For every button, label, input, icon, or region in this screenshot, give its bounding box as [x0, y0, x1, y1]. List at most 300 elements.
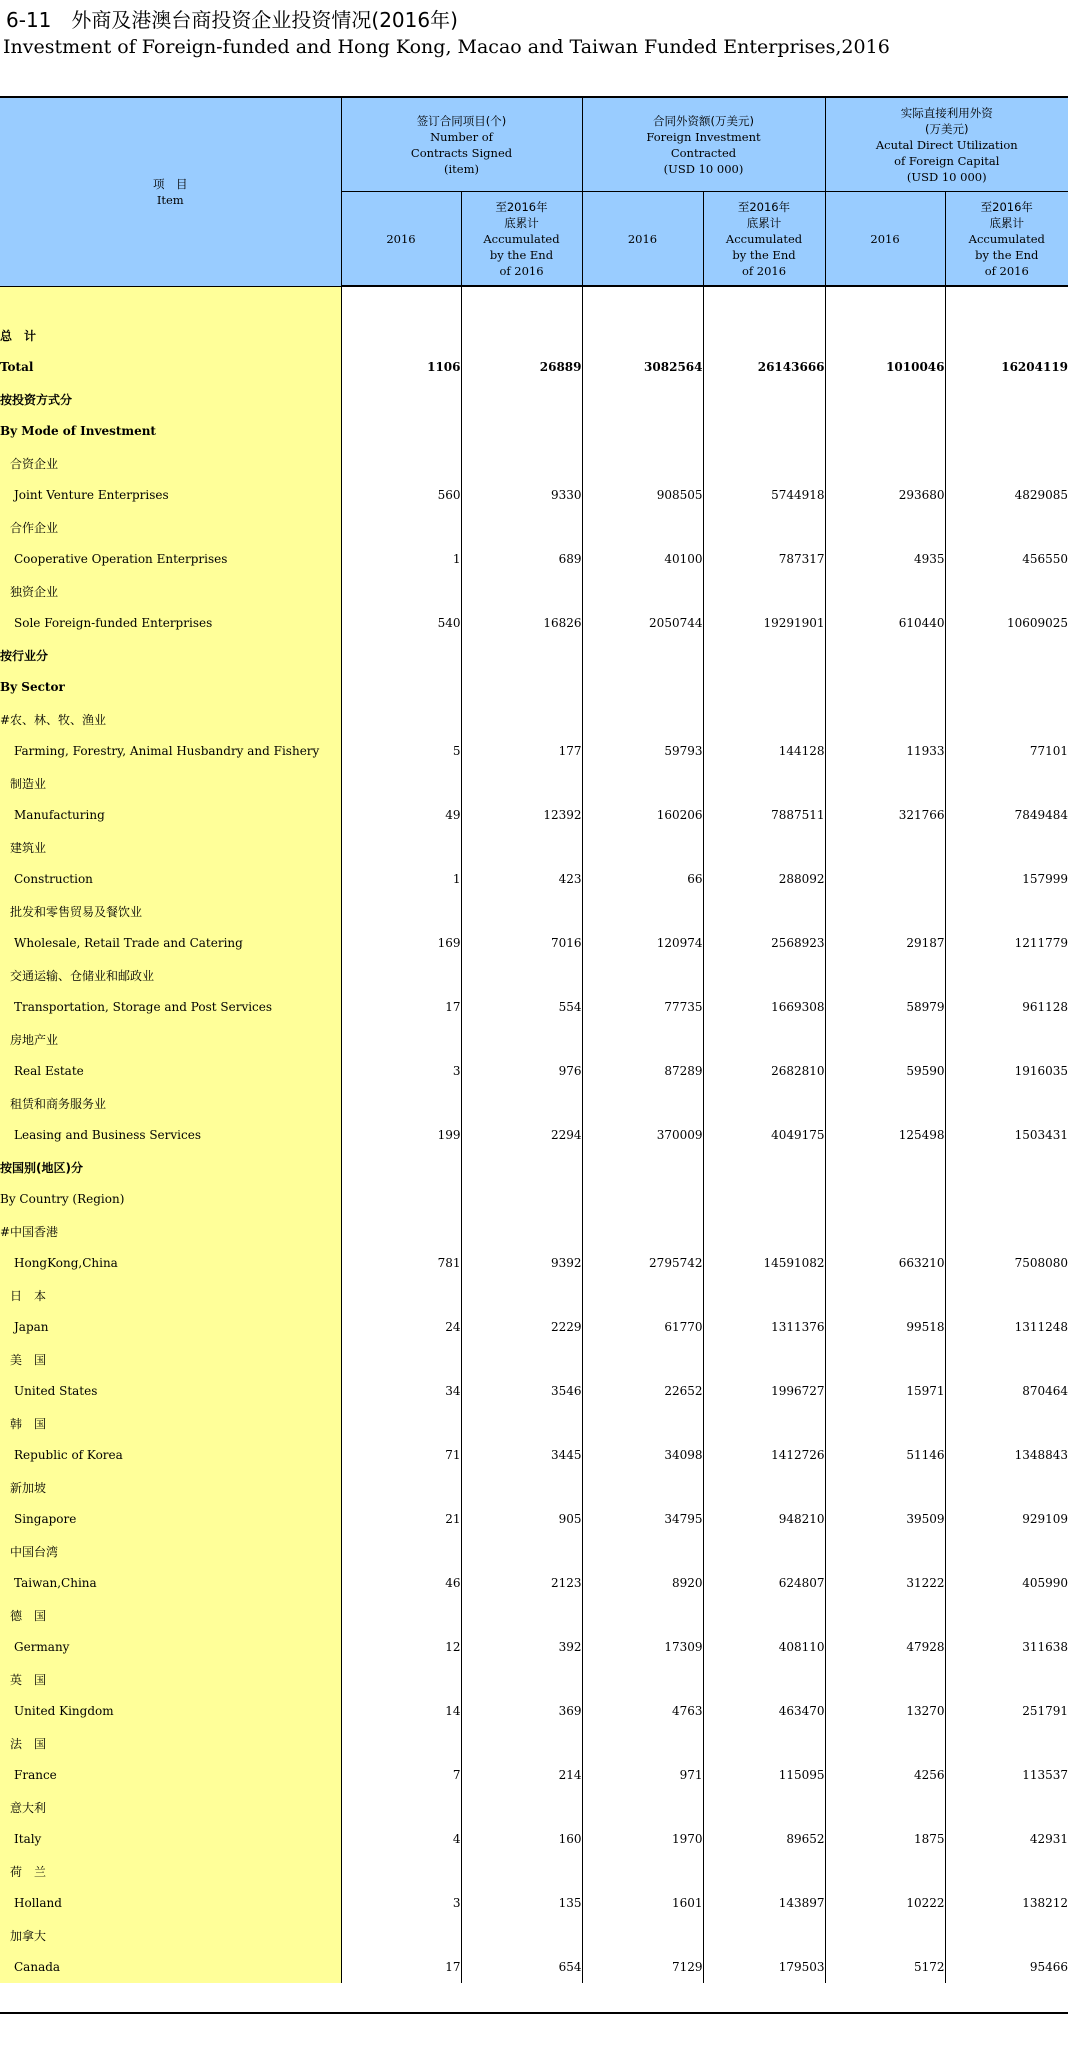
value-cell: 2795742 — [582, 1247, 703, 1279]
value-cell — [825, 703, 945, 735]
row-label: Construction — [0, 863, 341, 895]
value-cell: 7129 — [582, 1951, 703, 1983]
value-cell: 10609025 — [1006, 616, 1068, 630]
value-cell — [582, 415, 703, 447]
value-cell — [582, 1471, 703, 1503]
value-cell: 463470 — [703, 1695, 825, 1727]
value-cell — [825, 959, 945, 991]
value-cell — [703, 447, 825, 479]
value-cell — [582, 1919, 703, 1951]
value-cell — [945, 703, 1068, 735]
row-label: Italy — [0, 1823, 341, 1855]
row-label: 英 国 — [0, 1663, 341, 1695]
value-cell: 26143666 — [703, 351, 825, 383]
table-row — [0, 1119, 1068, 1151]
value-cell — [945, 959, 1068, 991]
group-header-en: (USD 10 000) — [906, 169, 987, 184]
value-cell — [945, 319, 1068, 351]
value-cell: 1503431 — [1014, 1128, 1068, 1142]
value-cell — [825, 1535, 945, 1567]
value-cell: 2050744 — [582, 607, 703, 639]
table-row — [0, 1215, 1068, 1247]
value-cell — [703, 511, 825, 543]
subheader-line: of 2016 — [741, 263, 787, 278]
row-label: Taiwan,China — [0, 1567, 341, 1599]
subheader-line: 底累计 — [746, 215, 782, 230]
value-cell — [341, 575, 461, 607]
value-cell — [703, 767, 825, 799]
row-label: Germany — [0, 1631, 341, 1663]
table-row — [0, 1919, 1068, 1951]
table-row — [0, 799, 1068, 831]
value-cell — [703, 1919, 825, 1951]
value-cell — [703, 959, 825, 991]
value-cell — [461, 1663, 582, 1695]
value-cell: 77735 — [582, 991, 703, 1023]
value-cell: 1106 — [341, 351, 461, 383]
value-cell — [341, 1471, 461, 1503]
value-cell: 120974 — [582, 927, 703, 959]
value-cell — [341, 1215, 461, 1247]
table-row — [0, 703, 1068, 735]
value-cell: 138212 — [1022, 1896, 1068, 1910]
value-cell — [703, 415, 825, 447]
value-cell — [703, 831, 825, 863]
value-cell: 560 — [341, 479, 461, 511]
table-row — [0, 1055, 1068, 1087]
row-label: 中国台湾 — [0, 1535, 341, 1567]
value-cell: 11933 — [825, 735, 945, 767]
subheader-line: by the End — [975, 247, 1039, 262]
value-cell — [341, 511, 461, 543]
subheader-line: Accumulated — [968, 231, 1045, 246]
value-cell — [582, 1183, 703, 1215]
value-cell — [461, 575, 582, 607]
value-cell: 4935 — [825, 543, 945, 575]
value-cell: 47928 — [825, 1631, 945, 1663]
value-cell: 870464 — [1022, 1384, 1068, 1398]
value-cell: 554 — [461, 991, 582, 1023]
row-label: By Mode of Investment — [0, 415, 341, 447]
row-label: 总 计 — [0, 319, 341, 351]
subheader-accumulated — [703, 192, 825, 287]
value-cell — [461, 415, 582, 447]
subheader-line: 至2016年 — [737, 199, 791, 214]
value-cell: 144128 — [703, 735, 825, 767]
value-cell: 3 — [341, 1055, 461, 1087]
table-row — [0, 1535, 1068, 1567]
value-cell — [341, 1183, 461, 1215]
value-cell — [945, 1279, 1068, 1311]
value-cell: 405990 — [1022, 1576, 1068, 1590]
value-cell — [945, 831, 1068, 863]
row-label: 美 国 — [0, 1343, 341, 1375]
row-label: Manufacturing — [0, 799, 341, 831]
table-row — [0, 639, 1068, 671]
value-cell: 46 — [341, 1567, 461, 1599]
row-label: Transportation, Storage and Post Services — [0, 991, 341, 1023]
value-cell — [461, 1919, 582, 1951]
value-cell: 1348843 — [1014, 1448, 1068, 1462]
row-label: 租赁和商务服务业 — [0, 1087, 341, 1119]
subheader-line: by the End — [732, 247, 796, 262]
value-cell: 22652 — [582, 1375, 703, 1407]
value-cell — [825, 1791, 945, 1823]
value-cell — [945, 1023, 1068, 1055]
group-header-cn: 签订合同项目(个) — [416, 113, 507, 128]
table-row — [0, 671, 1068, 703]
value-cell: 13270 — [825, 1695, 945, 1727]
row-label: 交通运输、仓储业和邮政业 — [0, 959, 341, 991]
row-label: Wholesale, Retail Trade and Catering — [0, 927, 341, 959]
value-cell: 5744918 — [703, 479, 825, 511]
table-row — [0, 607, 1068, 639]
value-cell: 61770 — [582, 1311, 703, 1343]
value-cell — [582, 1215, 703, 1247]
value-cell: 66 — [582, 863, 703, 895]
value-cell — [341, 895, 461, 927]
value-cell — [461, 1151, 582, 1183]
value-cell — [341, 1599, 461, 1631]
value-cell: 26889 — [461, 351, 582, 383]
value-cell — [341, 639, 461, 671]
row-label: #中国香港 — [0, 1215, 341, 1247]
value-cell: 2682810 — [703, 1055, 825, 1087]
value-cell — [825, 1343, 945, 1375]
group-header-cn: 实际直接利用外资 — [900, 105, 993, 120]
table-row — [0, 1439, 1068, 1471]
table-row — [0, 1631, 1068, 1663]
table-row — [0, 991, 1068, 1023]
value-cell: 971 — [582, 1759, 703, 1791]
value-cell: 14591082 — [703, 1247, 825, 1279]
value-cell: 311638 — [1022, 1640, 1068, 1654]
subheader-line: 底累计 — [989, 215, 1025, 230]
item-header-en: Item — [156, 192, 184, 207]
row-label: Leasing and Business Services — [0, 1119, 341, 1151]
row-label: 日 本 — [0, 1279, 341, 1311]
value-cell — [945, 1535, 1068, 1567]
group-header-en: (item) — [444, 161, 479, 176]
contracts-signed-header — [341, 97, 582, 192]
value-cell: 2294 — [461, 1119, 582, 1151]
value-cell — [461, 1183, 582, 1215]
value-cell — [461, 383, 582, 415]
value-cell — [461, 1727, 582, 1759]
value-cell — [825, 831, 945, 863]
value-cell — [945, 895, 1068, 927]
table-row — [0, 735, 1068, 767]
value-cell — [825, 863, 945, 895]
value-cell — [825, 319, 945, 351]
subheader-year-2016: 2016 — [582, 192, 703, 287]
value-cell: 976 — [461, 1055, 582, 1087]
value-cell: 288092 — [703, 863, 825, 895]
value-cell — [582, 1151, 703, 1183]
value-cell: 4256 — [825, 1759, 945, 1791]
value-cell — [945, 1343, 1068, 1375]
value-cell — [703, 575, 825, 607]
value-cell — [825, 1183, 945, 1215]
value-cell: 31222 — [825, 1567, 945, 1599]
value-cell — [582, 511, 703, 543]
value-cell — [461, 1279, 582, 1311]
value-cell — [461, 1023, 582, 1055]
value-cell — [341, 1087, 461, 1119]
value-cell — [703, 1471, 825, 1503]
subheader-line: 底累计 — [504, 215, 539, 230]
row-label: 合资企业 — [0, 447, 341, 479]
value-cell: 408110 — [703, 1631, 825, 1663]
value-cell — [461, 767, 582, 799]
value-cell: 948210 — [703, 1503, 825, 1535]
value-cell: 540 — [341, 607, 461, 639]
row-label: Joint Venture Enterprises — [0, 479, 341, 511]
value-cell: 392 — [461, 1631, 582, 1663]
value-cell: 95466 — [1029, 1960, 1068, 1974]
table-row — [0, 1375, 1068, 1407]
value-cell — [461, 895, 582, 927]
group-header-en: Contracted — [670, 145, 737, 160]
row-label: France — [0, 1759, 341, 1791]
value-cell — [945, 1087, 1068, 1119]
table-row — [0, 1471, 1068, 1503]
value-cell — [703, 1855, 825, 1887]
value-cell — [582, 1791, 703, 1823]
value-cell: 125498 — [825, 1119, 945, 1151]
value-cell: 4829085 — [1014, 488, 1068, 502]
value-cell: 34795 — [582, 1503, 703, 1535]
table-row — [0, 1567, 1068, 1599]
table-row — [0, 511, 1068, 543]
value-cell — [341, 1535, 461, 1567]
row-label: Republic of Korea — [0, 1439, 341, 1471]
value-cell — [825, 1023, 945, 1055]
value-cell — [945, 383, 1068, 415]
value-cell — [461, 1343, 582, 1375]
value-cell — [825, 1279, 945, 1311]
row-label: Cooperative Operation Enterprises — [0, 543, 341, 575]
value-cell: 7508080 — [1014, 1256, 1068, 1270]
value-cell — [825, 447, 945, 479]
table-row — [0, 1087, 1068, 1119]
value-cell: 787317 — [703, 543, 825, 575]
subheader-accumulated — [461, 192, 582, 287]
value-cell: 908505 — [582, 479, 703, 511]
value-cell — [945, 1599, 1068, 1631]
row-label: 加拿大 — [0, 1919, 341, 1951]
value-cell — [341, 383, 461, 415]
subheader-year-2016: 2016 — [825, 192, 945, 287]
row-label: Singapore — [0, 1503, 341, 1535]
value-cell — [461, 1087, 582, 1119]
value-cell: 16826 — [461, 607, 582, 639]
value-cell — [703, 1279, 825, 1311]
row-label: By Sector — [0, 671, 341, 703]
value-cell — [703, 1407, 825, 1439]
table-row — [0, 1823, 1068, 1855]
value-cell: 610440 — [825, 607, 945, 639]
value-cell: 8920 — [582, 1567, 703, 1599]
value-cell — [461, 1599, 582, 1631]
table-row — [0, 1695, 1068, 1727]
value-cell — [945, 447, 1068, 479]
value-cell: 51146 — [825, 1439, 945, 1471]
value-cell — [703, 1791, 825, 1823]
value-cell — [582, 671, 703, 703]
value-cell — [703, 319, 825, 351]
row-label: United States — [0, 1375, 341, 1407]
value-cell: 1875 — [825, 1823, 945, 1855]
value-cell: 2568923 — [703, 927, 825, 959]
row-label: 新加坡 — [0, 1471, 341, 1503]
group-header-en: Contracts Signed — [410, 145, 513, 160]
value-cell — [582, 639, 703, 671]
value-cell — [703, 671, 825, 703]
value-cell — [825, 1087, 945, 1119]
value-cell: 169 — [341, 927, 461, 959]
value-cell: 2229 — [461, 1311, 582, 1343]
spacer-row — [0, 286, 1068, 319]
value-cell — [945, 1471, 1068, 1503]
value-cell — [825, 511, 945, 543]
table-row — [0, 1183, 1068, 1215]
table-row — [0, 351, 1068, 383]
value-cell: 17309 — [582, 1631, 703, 1663]
value-cell: 1970 — [582, 1823, 703, 1855]
value-cell — [461, 959, 582, 991]
table-title-chinese: 6-11 外商及港澳台商投资企业投资情况(2016年) — [6, 8, 458, 32]
table-row — [0, 1311, 1068, 1343]
value-cell — [582, 895, 703, 927]
value-cell — [945, 639, 1068, 671]
value-cell: 5172 — [825, 1951, 945, 1983]
value-cell — [582, 383, 703, 415]
value-cell: 7849484 — [1014, 808, 1068, 822]
value-cell — [341, 1343, 461, 1375]
value-cell — [341, 1663, 461, 1695]
table-row — [0, 1151, 1068, 1183]
value-cell — [461, 1791, 582, 1823]
row-label: Total — [0, 351, 341, 383]
value-cell: 369 — [461, 1695, 582, 1727]
value-cell — [945, 1663, 1068, 1695]
value-cell: 3082564 — [582, 351, 703, 383]
value-cell — [825, 1919, 945, 1951]
value-cell — [461, 319, 582, 351]
foreign-investment-contracted-header — [582, 97, 825, 192]
row-label: 韩 国 — [0, 1407, 341, 1439]
value-cell: 370009 — [582, 1119, 703, 1151]
row-label: 合作企业 — [0, 511, 341, 543]
value-cell: 16204119 — [1001, 360, 1068, 374]
table-row — [0, 1727, 1068, 1759]
value-cell: 29187 — [825, 927, 945, 959]
value-cell — [825, 415, 945, 447]
table-row — [0, 1247, 1068, 1279]
value-cell — [945, 415, 1068, 447]
value-cell — [341, 1407, 461, 1439]
value-cell — [825, 1727, 945, 1759]
value-cell: 77101 — [1029, 744, 1068, 758]
value-cell — [582, 1343, 703, 1375]
value-cell — [582, 447, 703, 479]
group-header-en: (USD 10 000) — [663, 161, 744, 176]
value-cell: 1601 — [582, 1887, 703, 1919]
value-cell: 34098 — [582, 1439, 703, 1471]
group-header-cn-unit: (万美元) — [925, 121, 969, 136]
value-cell — [703, 895, 825, 927]
value-cell: 99518 — [825, 1311, 945, 1343]
value-cell — [582, 1407, 703, 1439]
value-cell: 39509 — [825, 1503, 945, 1535]
table-row — [0, 447, 1068, 479]
value-cell: 14 — [341, 1695, 461, 1727]
value-cell: 4763 — [582, 1695, 703, 1727]
subheader-line: 至2016年 — [980, 199, 1033, 214]
table-row — [0, 927, 1068, 959]
row-label: Sole Foreign-funded Enterprises — [0, 607, 341, 639]
value-cell — [582, 1855, 703, 1887]
value-cell: 15971 — [825, 1375, 945, 1407]
value-cell — [825, 383, 945, 415]
value-cell — [582, 1663, 703, 1695]
spacer-item-cell — [0, 286, 341, 319]
subheader-accumulated — [945, 192, 1068, 287]
value-cell: 663210 — [825, 1247, 945, 1279]
row-label: 德 国 — [0, 1599, 341, 1631]
value-cell — [703, 1663, 825, 1695]
value-cell — [461, 1855, 582, 1887]
row-label: 独资企业 — [0, 575, 341, 607]
value-cell — [703, 1343, 825, 1375]
subheader-line: Accumulated — [483, 231, 560, 246]
value-cell — [461, 831, 582, 863]
value-cell: 1 — [341, 543, 461, 575]
row-label: 按投资方式分 — [0, 383, 341, 415]
row-label: Real Estate — [0, 1055, 341, 1087]
value-cell: 251791 — [1022, 1704, 1068, 1718]
table-title-english: Investment of Foreign-funded and Hong Kong, Macao and Taiwan Funded Enterprises,2016 — [3, 36, 890, 58]
subheader-line: Accumulated — [725, 231, 803, 246]
value-cell — [825, 767, 945, 799]
value-cell: 71 — [341, 1439, 461, 1471]
value-cell: 456550 — [1022, 552, 1068, 566]
value-cell — [341, 415, 461, 447]
value-cell — [582, 575, 703, 607]
row-label: Holland — [0, 1887, 341, 1919]
value-cell — [945, 1919, 1068, 1951]
value-cell — [341, 1151, 461, 1183]
value-cell — [825, 639, 945, 671]
value-cell: 1311376 — [703, 1311, 825, 1343]
value-cell — [582, 959, 703, 991]
value-cell — [341, 1023, 461, 1055]
value-cell — [582, 1727, 703, 1759]
subheader-year-2016: 2016 — [341, 192, 461, 287]
value-cell — [461, 703, 582, 735]
value-cell: 293680 — [825, 479, 945, 511]
value-cell: 1010046 — [825, 351, 945, 383]
value-cell — [945, 671, 1068, 703]
value-cell — [945, 767, 1068, 799]
item-column-header — [0, 97, 341, 286]
value-cell — [703, 383, 825, 415]
value-cell: 40100 — [582, 543, 703, 575]
value-cell: 4049175 — [703, 1119, 825, 1151]
value-cell — [945, 511, 1068, 543]
value-cell: 1 — [341, 863, 461, 895]
